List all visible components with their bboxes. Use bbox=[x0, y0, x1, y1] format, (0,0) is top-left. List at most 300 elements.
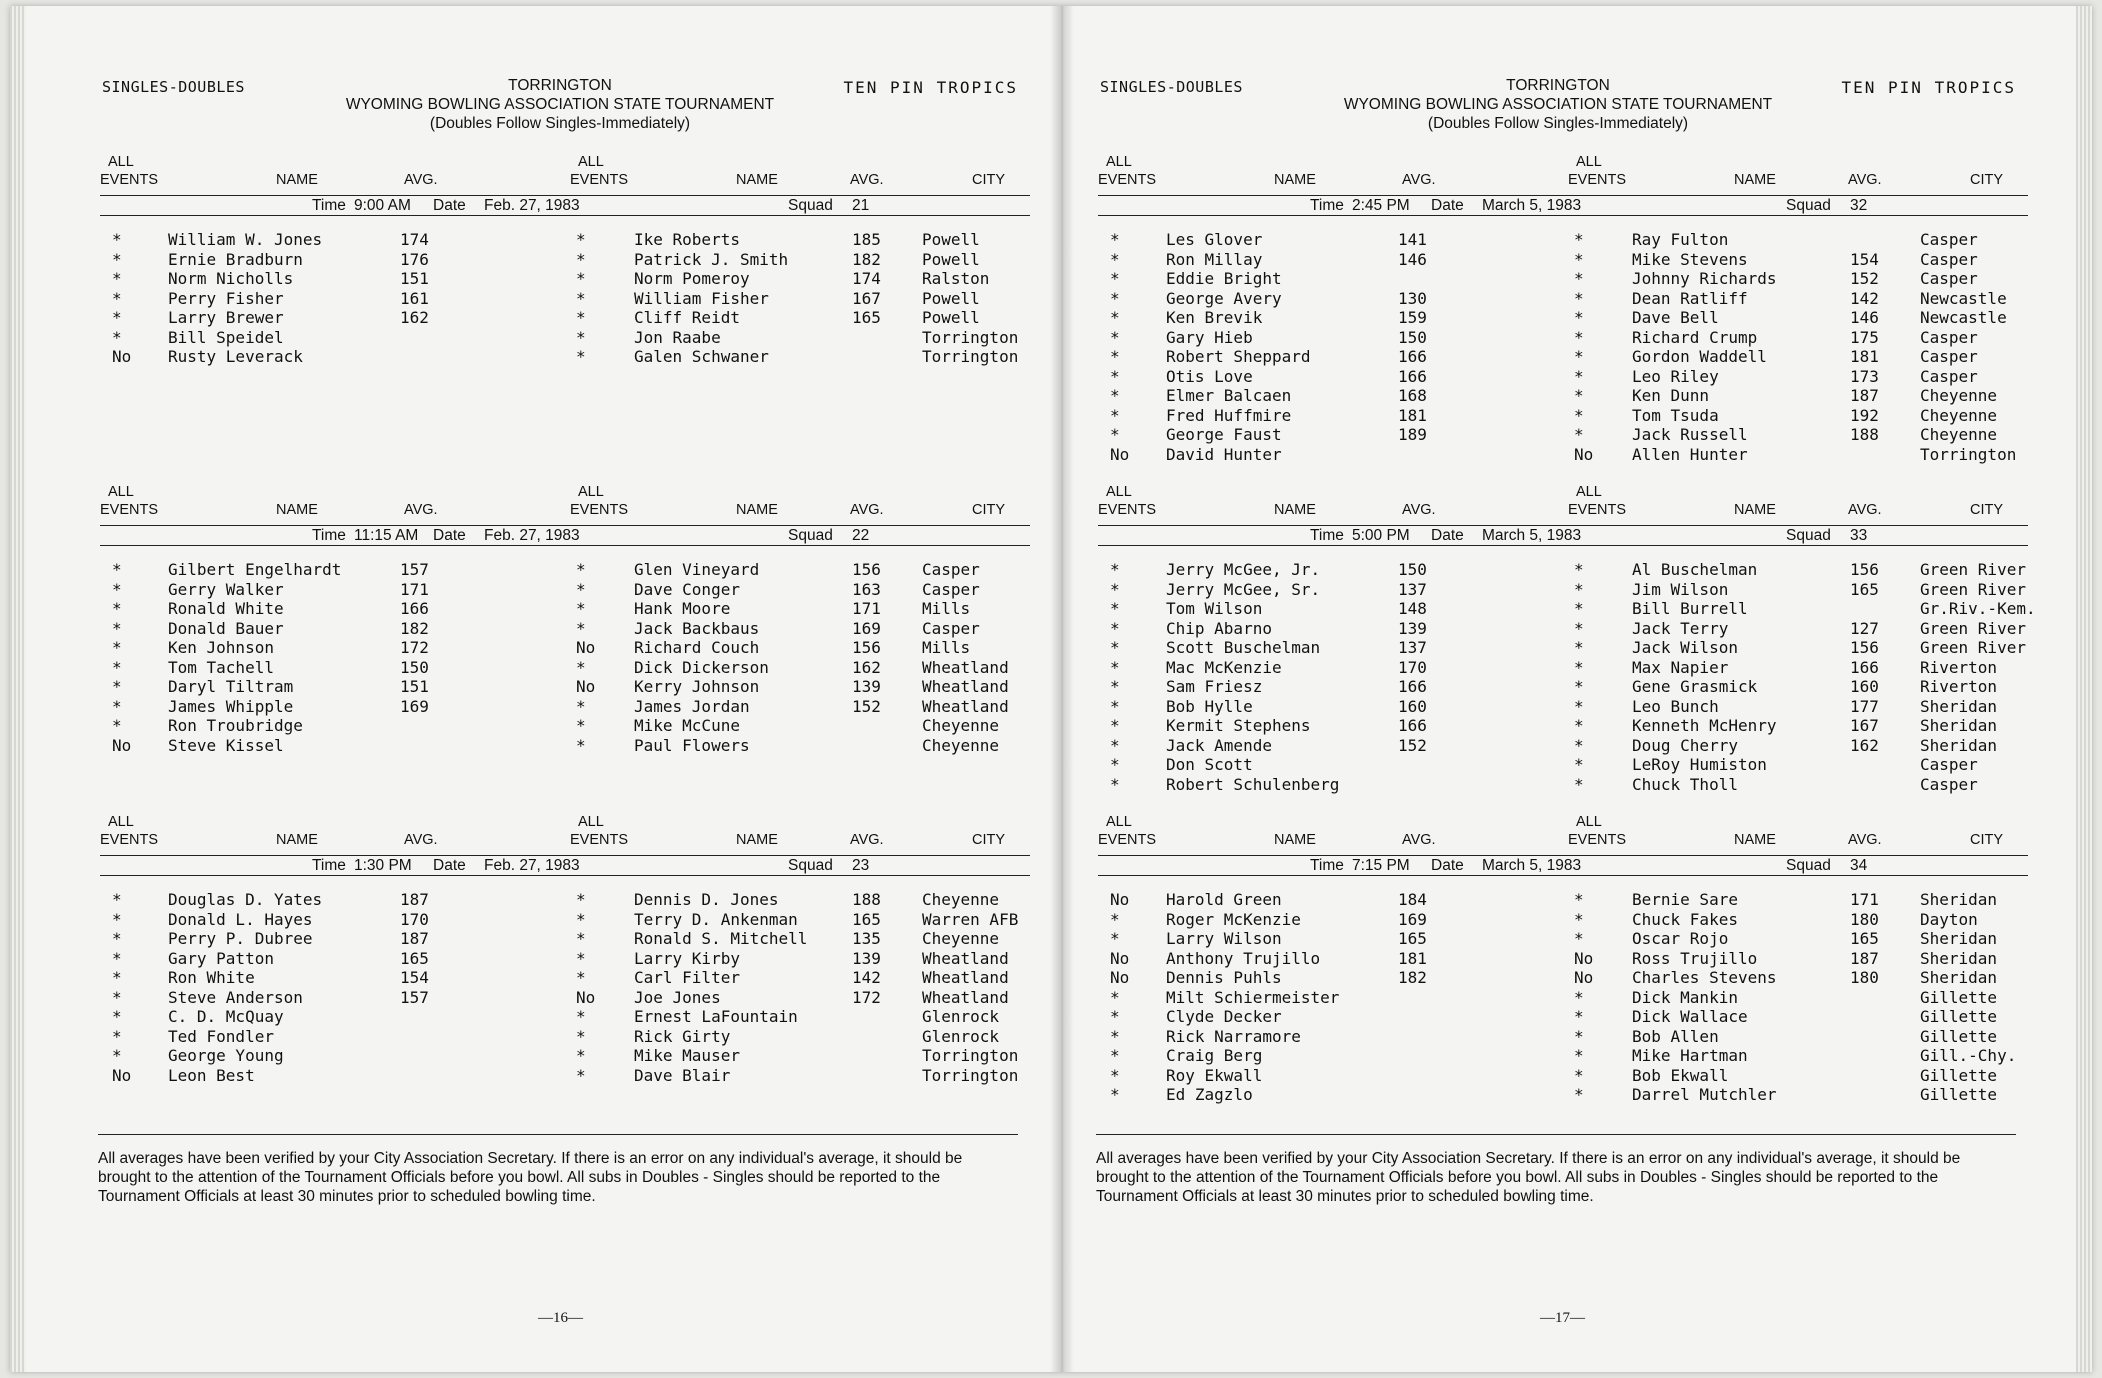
all-events-mark: * bbox=[112, 948, 122, 968]
all-events-mark: * bbox=[112, 638, 122, 657]
footnote: All averages have been verified by your City Association Secretary. If there is an error on any individual's average, it should be brought to the attention of the Tournament Officials before you bowl. All subs in Doubles - Singles should be reported to the Tournament Officials at least 30 minutes prior to scheduled bowling time. bbox=[1096, 1134, 2016, 1206]
column-headers bbox=[100, 482, 1030, 526]
squad-label: Squad bbox=[1786, 857, 1831, 874]
bowler-name: Perry P. Dubree bbox=[168, 929, 313, 948]
bowler-city: Casper bbox=[1920, 366, 1978, 386]
header-venue: TEN PIN TROPICS bbox=[1841, 78, 2016, 97]
all-events-mark: No bbox=[576, 987, 596, 1007]
table-row bbox=[100, 890, 1030, 910]
bowler-name: Jack Amende bbox=[1166, 735, 1272, 755]
bowler-average: 146 bbox=[1398, 249, 1427, 269]
all-events-mark: * bbox=[1110, 638, 1120, 657]
bowler-average: 150 bbox=[400, 657, 429, 677]
bowler-list bbox=[1098, 560, 2036, 794]
page-number: —16— bbox=[538, 1310, 583, 1326]
bowler-name: Norm Nicholls bbox=[168, 269, 294, 288]
bowler-name: Robert Schulenberg bbox=[1166, 774, 1340, 794]
bowler-name: Dave Bell bbox=[1632, 308, 1719, 327]
bowler-average: 163 bbox=[852, 579, 881, 599]
col-events: EVENTS bbox=[100, 172, 159, 188]
table-row bbox=[1098, 328, 2028, 348]
bowler-city: Cheyenne bbox=[1920, 386, 1998, 405]
table-row bbox=[1098, 736, 2028, 756]
bowler-city: Sheridan bbox=[1920, 948, 1998, 968]
col-all: ALL bbox=[1106, 484, 1132, 500]
all-events-mark: No bbox=[576, 638, 596, 657]
table-row bbox=[1098, 949, 2028, 969]
col-name-2: NAME bbox=[1734, 502, 1776, 518]
table-row bbox=[1098, 968, 2028, 988]
header-tournament: WYOMING BOWLING ASSOCIATION STATE TOURNAMENT bbox=[345, 96, 775, 113]
column-headers bbox=[1098, 152, 2028, 196]
bowler-name: Bill Burrell bbox=[1632, 599, 1748, 618]
bowler-name: Ron Millay bbox=[1166, 249, 1263, 269]
bowler-name: Don Scott bbox=[1166, 755, 1253, 774]
bowler-average: 181 bbox=[1398, 405, 1427, 425]
squad-date: Feb. 27, 1983 bbox=[484, 857, 580, 874]
bowler-average: 166 bbox=[400, 599, 429, 618]
bowler-name: Max Napier bbox=[1632, 657, 1729, 677]
bowler-name: Johnny Richards bbox=[1632, 269, 1777, 288]
bowler-city: Newcastle bbox=[1920, 288, 2007, 308]
bowler-name: Jerry McGee, Jr. bbox=[1166, 560, 1321, 579]
bowler-name: Kenneth McHenry bbox=[1632, 716, 1777, 735]
bowler-name: Jack Backbaus bbox=[634, 618, 760, 638]
all-events-mark: * bbox=[112, 716, 122, 735]
bowler-list bbox=[100, 560, 1030, 755]
all-events-mark: * bbox=[1574, 890, 1584, 909]
bowler-name: Douglas D. Yates bbox=[168, 890, 323, 909]
table-row bbox=[100, 736, 1030, 756]
all-events-mark: * bbox=[1574, 405, 1584, 425]
col-city: CITY bbox=[972, 172, 1006, 188]
table-row bbox=[1098, 230, 2028, 250]
all-events-mark: * bbox=[576, 618, 586, 638]
table-row bbox=[1098, 1027, 2028, 1047]
col-avg: AVG. bbox=[1402, 172, 1436, 188]
bowler-city: Riverton bbox=[1920, 677, 1998, 696]
all-events-mark: * bbox=[576, 735, 586, 755]
bowler-average: 166 bbox=[1398, 366, 1427, 386]
col-events-2: EVENTS bbox=[570, 502, 629, 518]
bowler-name: Steve Kissel bbox=[168, 735, 284, 755]
bowler-name: Robert Sheppard bbox=[1166, 347, 1311, 366]
col-avg-2: AVG. bbox=[1848, 832, 1882, 848]
bowler-name: Ken Johnson bbox=[168, 638, 274, 657]
time-label: Time bbox=[312, 527, 346, 544]
bowler-city: Wheatland bbox=[922, 948, 1009, 968]
bowler-name: William W. Jones bbox=[168, 230, 323, 249]
all-events-mark: * bbox=[1110, 735, 1120, 755]
bowler-city: Green River bbox=[1920, 579, 2026, 599]
all-events-mark: * bbox=[1110, 230, 1120, 249]
bowler-average: 156 bbox=[852, 638, 881, 657]
table-row bbox=[100, 1007, 1030, 1027]
bowler-city: Wheatland bbox=[922, 987, 1009, 1007]
bowler-average: 168 bbox=[1398, 386, 1427, 405]
all-events-mark: No bbox=[576, 677, 596, 696]
bowler-name: Chuck Fakes bbox=[1632, 909, 1738, 929]
header-note: (Doubles Follow Singles-Immediately) bbox=[429, 115, 691, 132]
bowler-average: 154 bbox=[1850, 249, 1879, 269]
bowler-name: Mike Mauser bbox=[634, 1046, 740, 1065]
bowler-name: Ronald White bbox=[168, 599, 284, 618]
col-all-2: ALL bbox=[1576, 814, 1602, 830]
bowler-average: 187 bbox=[1850, 948, 1879, 968]
bowler-name: Sam Friesz bbox=[1166, 677, 1263, 696]
bowler-name: Eddie Bright bbox=[1166, 269, 1282, 288]
all-events-mark: * bbox=[1574, 579, 1584, 599]
bowler-city: Sheridan bbox=[1920, 968, 1998, 987]
bowler-average: 188 bbox=[1850, 425, 1879, 444]
bowler-average: 169 bbox=[852, 618, 881, 638]
col-all: ALL bbox=[108, 484, 134, 500]
bowler-city: Casper bbox=[1920, 269, 1978, 288]
bowler-name: Rick Girty bbox=[634, 1026, 731, 1046]
bowler-average: 166 bbox=[1398, 716, 1427, 735]
col-avg-2: AVG. bbox=[850, 832, 884, 848]
all-events-mark: * bbox=[1110, 1007, 1120, 1026]
bowler-name: Dean Ratliff bbox=[1632, 288, 1748, 308]
bowler-name: Ted Fondler bbox=[168, 1026, 274, 1046]
bowler-name: Paul Flowers bbox=[634, 735, 750, 755]
date-label: Date bbox=[1431, 527, 1464, 544]
bowler-city: Gillette bbox=[1920, 987, 1998, 1007]
bowler-average: 142 bbox=[852, 968, 881, 987]
squad-time: 11:15 AM bbox=[354, 527, 419, 544]
all-events-mark: * bbox=[576, 1046, 586, 1065]
all-events-mark: * bbox=[1574, 929, 1584, 948]
bowler-average: 167 bbox=[1850, 716, 1879, 735]
col-events-2: EVENTS bbox=[1568, 832, 1627, 848]
bowler-city: Cheyenne bbox=[922, 735, 1000, 755]
bowler-name: Al Buschelman bbox=[1632, 560, 1758, 579]
all-events-mark: * bbox=[576, 599, 586, 618]
bowler-city: Casper bbox=[1920, 347, 1978, 366]
all-events-mark: * bbox=[112, 909, 122, 929]
col-events: EVENTS bbox=[1098, 502, 1157, 518]
bowler-average: 167 bbox=[852, 288, 881, 308]
bowler-name: Jack Terry bbox=[1632, 618, 1729, 638]
header-note: (Doubles Follow Singles-Immediately) bbox=[1427, 115, 1689, 132]
all-events-mark: * bbox=[1110, 755, 1120, 774]
bowler-city: Gillette bbox=[1920, 1065, 1998, 1085]
bowler-average: 139 bbox=[1398, 618, 1427, 638]
date-label: Date bbox=[433, 857, 466, 874]
table-row bbox=[100, 599, 1030, 619]
bowler-name: David Hunter bbox=[1166, 444, 1282, 464]
bowler-name: Mac McKenzie bbox=[1166, 657, 1282, 677]
all-events-mark: * bbox=[576, 657, 586, 677]
bowler-average: 180 bbox=[1850, 968, 1879, 987]
col-events: EVENTS bbox=[1098, 172, 1157, 188]
bowler-average: 187 bbox=[400, 890, 429, 909]
all-events-mark: * bbox=[1574, 774, 1584, 794]
left-page-edges bbox=[10, 6, 26, 1372]
bowler-average: 171 bbox=[400, 579, 429, 599]
table-row bbox=[1098, 775, 2028, 795]
bowler-average: 166 bbox=[1398, 347, 1427, 366]
all-events-mark: * bbox=[1110, 560, 1120, 579]
bowler-name: Gilbert Engelhardt bbox=[168, 560, 342, 579]
all-events-mark: * bbox=[1110, 599, 1120, 618]
squad-block bbox=[1098, 812, 2028, 1132]
all-events-mark: No bbox=[1110, 968, 1130, 987]
squad-time: 2:45 PM bbox=[1352, 197, 1410, 214]
bowler-average: 130 bbox=[1398, 288, 1427, 308]
bowler-city: Casper bbox=[922, 560, 980, 579]
table-row bbox=[100, 910, 1030, 930]
footnote: All averages have been verified by your City Association Secretary. If there is an error on any individual's average, it should be brought to the attention of the Tournament Officials before you bowl. All subs in Doubles - Singles should be reported to the Tournament Officials at least 30 minutes prior to scheduled bowling time. bbox=[98, 1134, 1018, 1206]
all-events-mark: * bbox=[1574, 618, 1584, 638]
all-events-mark: * bbox=[1110, 425, 1120, 444]
bowler-list bbox=[1098, 890, 2028, 1105]
all-events-mark: * bbox=[1574, 230, 1584, 249]
bowler-name: Fred Huffmire bbox=[1166, 405, 1292, 425]
bowler-name: Chip Abarno bbox=[1166, 618, 1272, 638]
bowler-average: 157 bbox=[400, 560, 429, 579]
col-all-2: ALL bbox=[578, 154, 604, 170]
bowler-name: Jerry McGee, Sr. bbox=[1166, 579, 1321, 599]
all-events-mark: * bbox=[576, 560, 586, 579]
bowler-name: Ron Troubridge bbox=[168, 716, 303, 735]
bowler-average: 127 bbox=[1850, 618, 1879, 638]
bowler-average: 165 bbox=[1850, 579, 1879, 599]
table-row bbox=[1098, 1007, 2028, 1027]
bowler-name: Bob Allen bbox=[1632, 1026, 1719, 1046]
bowler-city: Casper bbox=[922, 579, 980, 599]
bowler-name: Jim Wilson bbox=[1632, 579, 1729, 599]
all-events-mark: No bbox=[1110, 890, 1130, 909]
all-events-mark: * bbox=[112, 890, 122, 909]
bowler-name: Rick Narramore bbox=[1166, 1026, 1301, 1046]
squad-block bbox=[100, 482, 1030, 802]
all-events-mark: * bbox=[1574, 1007, 1584, 1026]
bowler-average: 172 bbox=[400, 638, 429, 657]
all-events-mark: * bbox=[1110, 347, 1120, 366]
bowler-name: Les Glover bbox=[1166, 230, 1263, 249]
squad-label: Squad bbox=[1786, 527, 1831, 544]
all-events-mark: * bbox=[576, 579, 586, 599]
all-events-mark: * bbox=[112, 560, 122, 579]
all-events-mark: * bbox=[112, 968, 122, 987]
all-events-mark: * bbox=[576, 968, 586, 987]
all-events-mark: * bbox=[1574, 327, 1584, 347]
all-events-mark: * bbox=[112, 929, 122, 948]
bowler-name: Dave Blair bbox=[634, 1065, 731, 1085]
squad-block bbox=[100, 152, 1030, 472]
bowler-city: Powell bbox=[922, 308, 980, 327]
squad-time-line bbox=[1098, 196, 2028, 216]
bowler-city: Green River bbox=[1920, 560, 2026, 579]
table-row bbox=[100, 347, 1030, 367]
all-events-mark: No bbox=[1110, 948, 1130, 968]
table-row bbox=[100, 949, 1030, 969]
header-tournament: WYOMING BOWLING ASSOCIATION STATE TOURNAMENT bbox=[1343, 96, 1773, 113]
time-label: Time bbox=[312, 197, 346, 214]
all-events-mark: * bbox=[1574, 269, 1584, 288]
table-row bbox=[100, 328, 1030, 348]
all-events-mark: * bbox=[112, 987, 122, 1007]
bowler-name: Tom Tsuda bbox=[1632, 405, 1719, 425]
all-events-mark: No bbox=[112, 347, 132, 366]
table-row bbox=[100, 619, 1030, 639]
bowler-city: Torrington bbox=[922, 327, 1019, 347]
bowler-city: Sheridan bbox=[1920, 735, 1998, 755]
bowler-average: 174 bbox=[852, 269, 881, 288]
col-events: EVENTS bbox=[1098, 832, 1157, 848]
all-events-mark: * bbox=[576, 249, 586, 269]
all-events-mark: * bbox=[1574, 755, 1584, 774]
header-event-type: SINGLES-DOUBLES bbox=[102, 78, 245, 96]
bowler-name: Milt Schiermeister bbox=[1166, 987, 1340, 1007]
squad-number: 23 bbox=[852, 857, 870, 874]
all-events-mark: * bbox=[576, 1007, 586, 1026]
squad-time-line bbox=[100, 856, 1030, 876]
table-row bbox=[100, 308, 1030, 328]
bowler-name: Dennis D. Jones bbox=[634, 890, 779, 909]
table-row bbox=[100, 269, 1030, 289]
all-events-mark: * bbox=[1110, 405, 1120, 425]
table-row bbox=[1098, 1085, 2028, 1105]
table-row bbox=[1098, 289, 2028, 309]
all-events-mark: No bbox=[112, 1065, 132, 1085]
table-row bbox=[1098, 250, 2028, 270]
col-all-2: ALL bbox=[578, 814, 604, 830]
bowler-average: 137 bbox=[1398, 638, 1427, 657]
bowler-name: Ron White bbox=[168, 968, 255, 987]
col-city: CITY bbox=[1970, 502, 2004, 518]
col-name-2: NAME bbox=[1734, 172, 1776, 188]
all-events-mark: * bbox=[576, 308, 586, 327]
bowler-name: Craig Berg bbox=[1166, 1046, 1263, 1065]
bowler-name: Clyde Decker bbox=[1166, 1007, 1282, 1026]
col-all: ALL bbox=[108, 154, 134, 170]
column-headers bbox=[100, 812, 1030, 856]
table-row bbox=[1098, 308, 2028, 328]
all-events-mark: * bbox=[1110, 308, 1120, 327]
all-events-mark: * bbox=[112, 269, 122, 288]
bowler-city: Casper bbox=[1920, 230, 1978, 249]
bowler-name: Allen Hunter bbox=[1632, 444, 1748, 464]
squad-block bbox=[100, 812, 1030, 1132]
bowler-average: 187 bbox=[400, 929, 429, 948]
squad-number: 32 bbox=[1850, 197, 1868, 214]
all-events-mark: * bbox=[112, 327, 122, 347]
table-row bbox=[1098, 560, 2028, 580]
all-events-mark: * bbox=[576, 288, 586, 308]
bowler-average: 182 bbox=[852, 249, 881, 269]
all-events-mark: * bbox=[576, 1026, 586, 1046]
all-events-mark: * bbox=[1110, 774, 1120, 794]
bowler-name: C. D. McQuay bbox=[168, 1007, 284, 1026]
bowler-average: 173 bbox=[1850, 366, 1879, 386]
table-row bbox=[100, 560, 1030, 580]
all-events-mark: * bbox=[112, 579, 122, 599]
bowler-average: 184 bbox=[1398, 890, 1427, 909]
col-all: ALL bbox=[108, 814, 134, 830]
bowler-average: 175 bbox=[1850, 327, 1879, 347]
table-row bbox=[1098, 347, 2028, 367]
table-row bbox=[1098, 580, 2028, 600]
all-events-mark: * bbox=[1574, 696, 1584, 716]
squad-time: 9:00 AM bbox=[354, 197, 411, 214]
all-events-mark: * bbox=[1574, 366, 1584, 386]
bowler-city: Cheyenne bbox=[922, 890, 1000, 909]
page-17 bbox=[1088, 6, 2036, 1372]
all-events-mark: * bbox=[112, 308, 122, 327]
all-events-mark: * bbox=[1110, 716, 1120, 735]
bowler-name: Roger McKenzie bbox=[1166, 909, 1301, 929]
all-events-mark: * bbox=[1110, 1085, 1120, 1104]
bowler-city: Sheridan bbox=[1920, 696, 1998, 716]
bowler-average: 166 bbox=[1850, 657, 1879, 677]
bowler-name: Jon Raabe bbox=[634, 327, 721, 347]
col-name-2: NAME bbox=[736, 502, 778, 518]
bowler-name: Galen Schwaner bbox=[634, 347, 769, 366]
table-row bbox=[1098, 406, 2028, 426]
col-name: NAME bbox=[1274, 172, 1316, 188]
bowler-average: 162 bbox=[1850, 735, 1879, 755]
bowler-city: Cheyenne bbox=[1920, 425, 1998, 444]
bowler-average: 165 bbox=[1398, 929, 1427, 948]
all-events-mark: * bbox=[112, 618, 122, 638]
all-events-mark: * bbox=[1110, 657, 1120, 677]
col-name-2: NAME bbox=[1734, 832, 1776, 848]
bowler-name: Darrel Mutchler bbox=[1632, 1085, 1777, 1104]
header-venue: TEN PIN TROPICS bbox=[843, 78, 1018, 97]
col-all-2: ALL bbox=[578, 484, 604, 500]
bowler-average: 152 bbox=[852, 696, 881, 716]
bowler-name: Cliff Reidt bbox=[634, 308, 740, 327]
table-row bbox=[1098, 929, 2028, 949]
table-row bbox=[1098, 386, 2028, 406]
bowler-average: 165 bbox=[852, 909, 881, 929]
table-row bbox=[100, 658, 1030, 678]
bowler-name: Donald L. Hayes bbox=[168, 909, 313, 929]
bowler-city: Torrington bbox=[1920, 444, 2017, 464]
bowler-name: Glen Vineyard bbox=[634, 560, 760, 579]
bowler-name: Chuck Tholl bbox=[1632, 774, 1738, 794]
table-row bbox=[100, 929, 1030, 949]
binding-gutter bbox=[1050, 6, 1074, 1372]
bowler-name: Oscar Rojo bbox=[1632, 929, 1729, 948]
bowler-city: Powell bbox=[922, 288, 980, 308]
page-header bbox=[90, 72, 1030, 142]
bowler-name: Ike Roberts bbox=[634, 230, 740, 249]
table-row bbox=[1098, 755, 2028, 775]
bowler-city: Green River bbox=[1920, 618, 2026, 638]
header-event-type: SINGLES-DOUBLES bbox=[1100, 78, 1243, 96]
bowler-name: Leo Riley bbox=[1632, 366, 1719, 386]
bowler-name: Bob Ekwall bbox=[1632, 1065, 1729, 1085]
table-row bbox=[1098, 988, 2028, 1008]
time-label: Time bbox=[312, 857, 346, 874]
all-events-mark: * bbox=[1110, 1046, 1120, 1065]
table-row bbox=[100, 697, 1030, 717]
squad-time-line bbox=[100, 526, 1030, 546]
page-number: —17— bbox=[1540, 1310, 1585, 1326]
squad-date: Feb. 27, 1983 bbox=[484, 527, 580, 544]
squad-label: Squad bbox=[788, 527, 833, 544]
bowler-name: James Whipple bbox=[168, 696, 294, 716]
bowler-name: Mike McCune bbox=[634, 716, 740, 735]
bowler-name: Kerry Johnson bbox=[634, 677, 760, 696]
bowler-name: Jack Russell bbox=[1632, 425, 1748, 444]
all-events-mark: * bbox=[1110, 987, 1120, 1007]
bowler-name: Jack Wilson bbox=[1632, 638, 1738, 657]
bowler-city: Dayton bbox=[1920, 909, 1978, 929]
